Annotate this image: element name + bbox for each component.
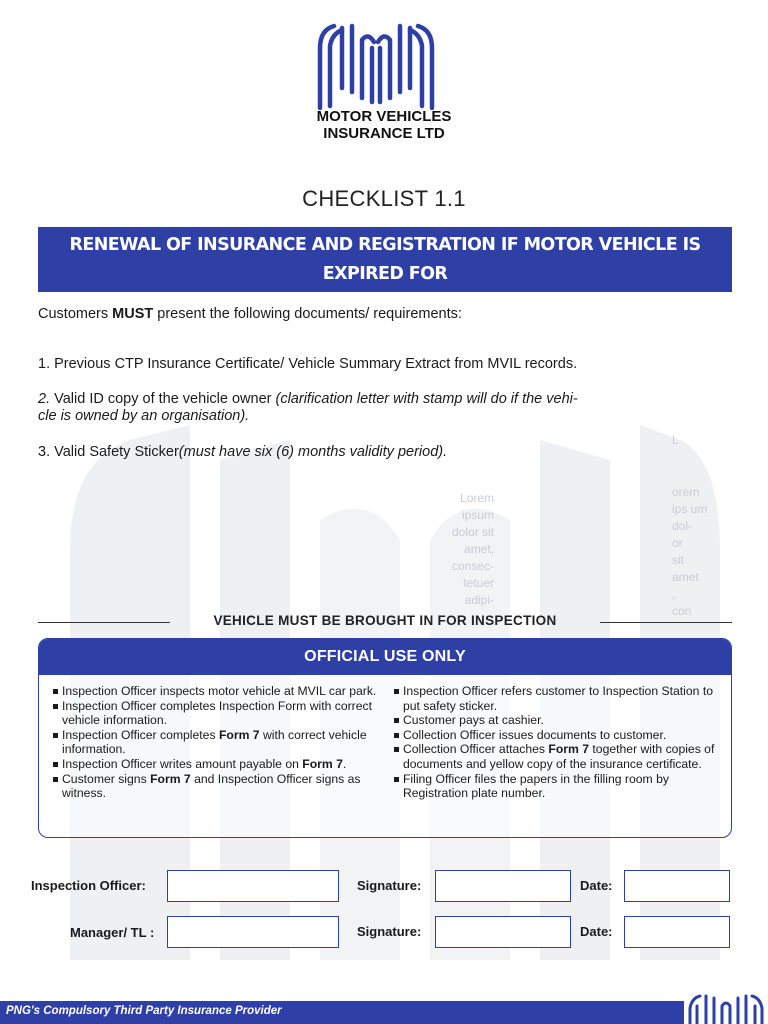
requirement-note: (must have six (6) months validity period). bbox=[178, 444, 448, 460]
inspection-officer-date-field[interactable] bbox=[624, 870, 730, 902]
requirement-item bbox=[38, 356, 732, 373]
manager-tl-signature-field[interactable] bbox=[435, 916, 571, 948]
inspection-officer-signature-field[interactable] bbox=[435, 870, 571, 902]
list-item-text: Inspection Officer completes Inspection Form with correct vehicle information. bbox=[62, 698, 373, 728]
manager-tl-date-field[interactable] bbox=[624, 916, 730, 948]
mvil-logo-icon bbox=[312, 18, 440, 110]
footer-bar bbox=[0, 1001, 690, 1024]
list-item-text: Inspection Officer refers customer to Inspection Station to put safety sticker. bbox=[402, 684, 713, 713]
requirement-number: 2. bbox=[38, 391, 51, 407]
list-item-text: with correct vehicle information. bbox=[62, 727, 367, 757]
list-item-text: Inspection Officer completes bbox=[62, 727, 219, 742]
date-label: Date: bbox=[580, 924, 613, 939]
list-item-text: Collection Officer issues documents to customer. bbox=[402, 727, 667, 742]
intro-text bbox=[38, 306, 462, 322]
signature-label: Signature: bbox=[357, 878, 422, 893]
list-item-text: Inspection Officer writes amount payable on bbox=[62, 756, 303, 771]
requirement-note: (clarification letter with stamp will do if the vehi- bbox=[275, 391, 578, 407]
requirement-text: Valid ID copy of the vehicle owner bbox=[50, 391, 276, 407]
banner-line: RENEWAL OF INSURANCE AND REGISTRATION IF MOTOR VEHICLE IS EXPIRED FOR bbox=[69, 235, 701, 284]
title-banner bbox=[38, 227, 732, 313]
list-item bbox=[392, 713, 721, 728]
requirement-note: cle is owned by an organisation). bbox=[38, 408, 250, 424]
official-steps-right bbox=[386, 684, 721, 801]
background-placeholder-text: Lorem ipsum dolor sit amet, consec- tetuer adipi- bbox=[452, 491, 495, 607]
list-item bbox=[51, 772, 386, 801]
requirement-item bbox=[38, 391, 732, 425]
list-item-text: and Inspection Officer signs as witness. bbox=[62, 771, 361, 801]
list-item bbox=[392, 728, 721, 743]
intro-after: present the following documents/ requirements: bbox=[153, 306, 462, 322]
official-use-title: OFFICIAL USE ONLY bbox=[39, 639, 731, 675]
official-steps-left bbox=[51, 684, 386, 801]
inspection-officer-label: Inspection Officer: bbox=[31, 878, 146, 893]
footer-tagline: PNG's Compulsory Third Party Insurance Provider bbox=[6, 1005, 282, 1017]
list-item-text: Customer signs bbox=[62, 771, 151, 786]
checklist-title: CHECKLIST 1.1 bbox=[302, 186, 466, 211]
intro-before: Customers bbox=[38, 306, 113, 322]
divider-line bbox=[600, 622, 732, 623]
list-item-text: together with copies of documents and yellow copy of the insurance certificate. bbox=[402, 742, 715, 771]
form-reference: Form 7 bbox=[548, 742, 590, 757]
company-name-line: MOTOR VEHICLES bbox=[316, 108, 452, 125]
signature-label: Signature: bbox=[357, 924, 422, 939]
list-item-text: Customer pays at cashier. bbox=[402, 713, 544, 728]
requirement-text: 1. Previous CTP Insurance Certificate/ Vehicle Summary Extract from MVIL records. bbox=[38, 356, 578, 372]
requirement-text: 3. Valid Safety Sticker bbox=[38, 444, 179, 460]
form-reference: Form 7 bbox=[218, 727, 260, 742]
background-placeholder-text: orem ips um dol- or sit amet , con bbox=[672, 485, 708, 618]
requirement-item bbox=[38, 444, 732, 461]
list-item bbox=[51, 699, 386, 728]
list-item bbox=[51, 728, 386, 757]
list-item bbox=[51, 684, 386, 699]
list-item-text: Inspection Officer inspects motor vehicle at MVIL car park. bbox=[62, 684, 377, 698]
list-item bbox=[392, 742, 721, 771]
list-item bbox=[392, 684, 721, 713]
intro-emphasis: MUST bbox=[112, 306, 154, 322]
inspection-notice: VEHICLE MUST BE BROUGHT IN FOR INSPECTION bbox=[213, 613, 557, 628]
banner-line: MORE THAN ONE (1) YEAR bbox=[262, 293, 508, 313]
form-reference: Form 7 bbox=[302, 756, 343, 771]
list-item-text: . bbox=[342, 756, 347, 771]
list-item-text: Filing Officer files the papers in the filling room by Registration plate number. bbox=[402, 771, 669, 801]
list-item bbox=[392, 772, 721, 801]
list-item bbox=[51, 757, 386, 772]
official-use-panel bbox=[38, 638, 732, 838]
company-name-line: INSURANCE LTD bbox=[323, 125, 445, 142]
manager-tl-field[interactable] bbox=[167, 916, 339, 948]
list-item-text: Collection Officer attaches bbox=[402, 742, 549, 757]
form-reference: Form 7 bbox=[150, 771, 191, 786]
date-label: Date: bbox=[580, 878, 613, 893]
divider-line bbox=[38, 622, 170, 623]
inspection-officer-field[interactable] bbox=[167, 870, 339, 902]
manager-tl-label: Manager/ TL : bbox=[70, 925, 155, 940]
company-name bbox=[0, 108, 768, 142]
background-placeholder-text: L bbox=[672, 433, 679, 447]
mvil-logo-icon bbox=[684, 990, 768, 1024]
